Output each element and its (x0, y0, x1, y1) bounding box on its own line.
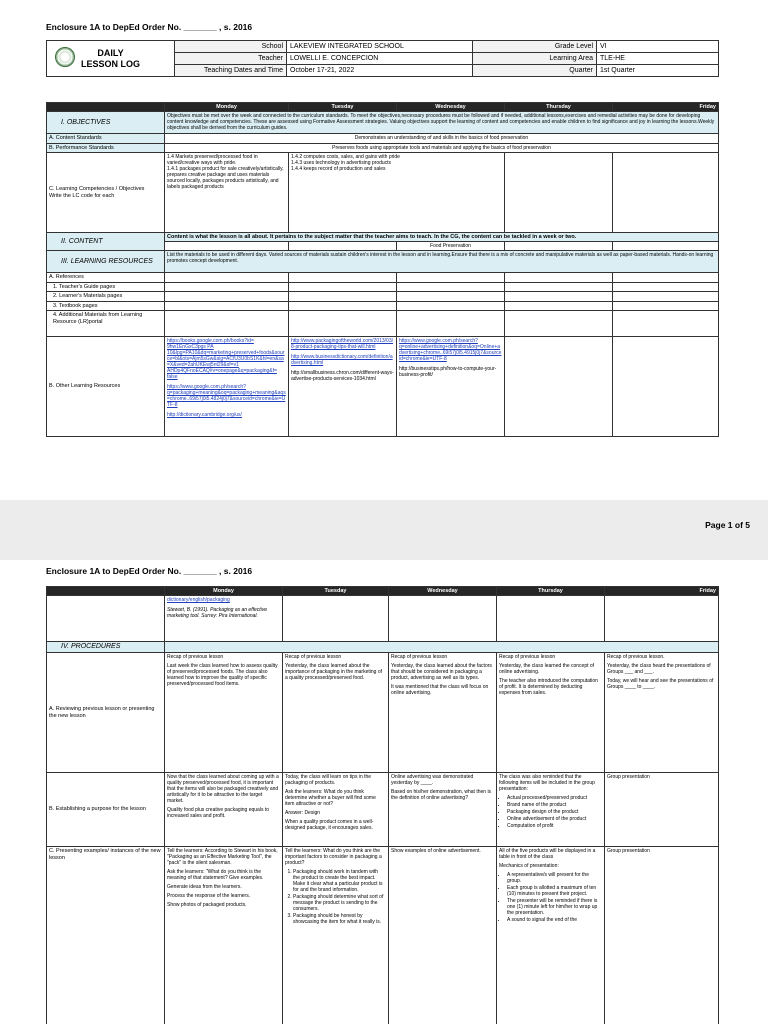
other-resources-label: B. Other Learning Resources (47, 337, 165, 437)
enclosure-title: Enclosure 1A to DepEd Order No. _______ , s. 2016 (46, 22, 253, 32)
teacher-label: Teacher (175, 53, 287, 65)
content-standards-label: A. Content Standards (47, 134, 165, 144)
examples-monday: Tell the learners: According to Stewart in his book, "Packaging as an Effective Marketing Tool", the "pack" is the silent salesman. Ask the learners: "What do you think is the meaning of that statement? Give examples. Generate ideas from the learners. Process the response of the learners. Show photos of packaged products. (165, 847, 283, 1024)
day-wednesday: Wednesday (389, 587, 497, 596)
examples-tuesday: Tell the learners: What do you think are the important factors to consider in packaging a product? 1. Packaging should work in tandem with the product to create the best impact. Make it clear what a particular product is for and the brand information. 2. Packaging should determine what sort of message the product is sending to the consumers. 3. Packaging should be honest by showcasing the item for what it really is. (283, 847, 389, 1024)
lesson-table-p2 (46, 586, 719, 1024)
competencies-col2: 1.4.2 computes costs, sales, and gains with pride 1.4.3 uses technology in advertising products 1.4.4 keeps record of production and sales (289, 153, 505, 233)
objectives-label: I. OBJECTIVES (47, 112, 165, 134)
resources-label: III. LEARNING RESOURCES (47, 251, 165, 273)
examples-thursday: All of the five products will be displayed in a table in front of the class Mechanics of presentation: • A representative/s will present for the group. • Each group is allotted a maximum of ten (10) minutes to present their project. • The presenter will be reminded if there is one (1) minute left for him/her to wrap up the presentation. • A sound to signal the end of the (497, 847, 605, 1024)
continued-resources (165, 596, 283, 642)
area-label: Learning Area (473, 53, 597, 65)
content-topic: Food Preservation (397, 242, 505, 251)
other-resources-tuesday (289, 337, 397, 437)
day-thursday: Thursday (505, 103, 613, 112)
content-label: II. CONTENT (47, 233, 165, 251)
deped-seal-icon (55, 47, 75, 67)
competencies-label: C. Learning Competencies / Objectives Write the LC code for each (47, 153, 165, 233)
grade-label: Grade Level (473, 41, 597, 53)
performance-standards-label: B. Performance Standards (47, 143, 165, 153)
other-resources-wednesday (397, 337, 505, 437)
page-number: Page 1 of 5 (705, 520, 750, 530)
purpose-wednesday: Online advertising was demonstrated yesterday by ____. Based on his/her demonstration, what then is the definition of online advertising? (389, 773, 497, 847)
resource-link[interactable]: https://books.google.com.ph/books?id= 9hw1EnGxC3pgs PA 10&lpg=PA10&dq=marketing+preserved+foods&source=bl&ots=Ajm5sGw&sig=ACfU3U0bS1K&hl=en&sa=X&ved=2ahUKEwj5nt29&sf=v1 AHDp4QFnoECAQ#v=onepage&q=packaging&f= false (167, 338, 285, 380)
purpose-thursday: The class was also reminded that the following items will be included in the group presentation: • Actual processed/preserved product • Brand name of the product • Packaging design of the product • Online advertisement of the product • Computation of profit (497, 773, 605, 847)
day-thursday: Thursday (497, 587, 605, 596)
competencies-col1: 1.4 Markets preserved/processed food in varied/creative ways with pride. 1.4.1 packages product for sale creatively/artistically, prepares creative package and uses materials sourced locally, packages products artistically, and labels packaged products (165, 153, 289, 233)
examples-wednesday: Show examples of online advertisement. (389, 847, 497, 1024)
purpose-monday: Now that the class learned about coming up with a quality preserved/processed food, it is important that the items will also be packaged creatively and artistically for it to be attractive to the target market. Quality food plus creative packaging equals to increased sales and profit. (165, 773, 283, 847)
textbook-pages-label: 3. Textbook pages (47, 301, 165, 311)
day-tuesday: Tuesday (289, 103, 397, 112)
purpose-label: B. Establishing a purpose for the lesson (47, 773, 165, 847)
teacher-value: LOWELLI E. CONCEPCION (287, 53, 473, 65)
day-tuesday: Tuesday (283, 587, 389, 596)
purpose-tuesday: Today, the class will learn on tips in the packaging of products. Ask the learners: What do you think determine whether a buyer will find some item attractive or not? Answer: Design When a quality product comes in a well-designed package, it encourages sales. (283, 773, 389, 847)
tg-pages-label: 1. Teacher's Guide pages (47, 282, 165, 292)
day-wednesday: Wednesday (397, 103, 505, 112)
dates-value: October 17-21, 2022 (287, 65, 473, 77)
resource-text: http://businesstips.ph/how-to-compute-your-business-profit/ (399, 366, 497, 378)
quarter-value: 1st Quarter (597, 65, 719, 77)
day-header-row (47, 103, 719, 112)
examples-label: C. Presenting examples/ instances of the new lesson (47, 847, 165, 1024)
competencies-sub: Write the LC code for each (49, 192, 115, 199)
lm-pages-label: 2. Learner's Materials pages (47, 292, 165, 302)
resources-text: List the materials to be used in different days. Varied sources of materials sustain children's interest in the lesson and in learning.Ensure that there is a mix of concrete and manipulative materials as well as paper-based materials. Hands-on learning promotes concept development. (165, 251, 719, 273)
content-standards-text: Demonstrates an understanding of and skills in the basics of food preservation (165, 134, 719, 144)
resource-link[interactable]: http://dictionary.cambridge.org/us/ (167, 412, 242, 418)
reviewing-label: A. Reviewing previous lesson or presenting the new lesson (47, 653, 165, 773)
dates-label: Teaching Dates and Time (175, 65, 287, 77)
day-header-row-p2 (47, 587, 719, 596)
procedures-label: IV. PROCEDURES (47, 642, 165, 653)
reviewing-monday: Recap of previous lesson Last week the class learned how to assess quality of preserved/processed foods. The class also learned how to improve the quality of specific preserved/processed food items. (165, 653, 283, 773)
performance-standards-text: Preserves foods using appropriate tools and materials and applying the basics of food preservation (165, 143, 719, 153)
resource-link[interactable]: https://www.google.com.ph/search?q=online+advertising+definition&oq=Online+advertising+chrome..69i57j0l5.4915j0j7&sourceid=chrome&ie=UTF-8 (399, 338, 502, 362)
references-label: A. References (47, 273, 165, 283)
quarter-label: Quarter (473, 65, 597, 77)
day-monday: Monday (165, 587, 283, 596)
reviewing-friday: Recap of previous lesson. Yesterday, the class heard the presentations of Groups ___ and ___. Today, we will hear and see the presentations of Groups ____ to ____. (605, 653, 719, 773)
content-text: Content is what the lesson is all about. It pertains to the subject matter that the teacher aims to teach. In the CG, the content can be tackled in a week or two. (165, 233, 719, 242)
reviewing-tuesday: Recap of previous lesson Yesterday, the class learned about the importance of packaging in the marketing of a quality processed/preserved food. (283, 653, 389, 773)
resource-link[interactable]: http://www.packagingoftheworld.com/2013/03/8-product-packaging-tips-that-will.html (291, 338, 394, 350)
resource-text: http://smallbusiness.chron.com/different-ways-advertise-products-services-1034.html (291, 370, 394, 382)
school-label: School (175, 41, 287, 53)
resource-link[interactable]: https://www.google.com.ph/search?q=packaging+meaning&oq=packaging+meaning&aqs=chrome..69i57j0l5.4824j0j7&sourceid=chrome&ie=UTF-8 (167, 384, 286, 408)
page-gap (0, 500, 768, 560)
day-friday: Friday (605, 587, 719, 596)
examples-friday: Group presentation (605, 847, 719, 1024)
dll-title: DAILY LESSON LOG (47, 41, 175, 77)
page-1 (0, 0, 768, 500)
resource-link[interactable]: dictionary/english/packaging (167, 597, 230, 603)
area-value: TLE-HE (597, 53, 719, 65)
other-resources-monday (165, 337, 289, 437)
reviewing-wednesday: Recap of previous lesson Yesterday, the class learned about the factors that should be considered in packaging a product, advertising as well as its types. It was mentioned that the class will focus on online advertising. (389, 653, 497, 773)
lesson-table-p1 (46, 102, 719, 437)
grade-value: VI (597, 41, 719, 53)
page-2 (0, 560, 768, 1024)
header-table (46, 40, 719, 77)
day-monday: Monday (165, 103, 289, 112)
reference-citation: Stewart, B. (1991). Packaging as an effective marketing tool. Surrey: Pira International. (167, 607, 268, 619)
enclosure-title-p2: Enclosure 1A to DepEd Order No. _______ , s. 2016 (46, 566, 253, 576)
resource-link[interactable]: http://www.businessdictionary.com/definition/advertising.html (291, 354, 393, 366)
school-value: LAKEVIEW INTEGRATED SCHOOL (287, 41, 473, 53)
objectives-text: Objectives must be met over the week and connected to the curriculum standards. To meet the objectives,necessary procedures must be followed and if needed, additional lessons,exercises and remedial activities may be done for developing content knowledge and competencies. These are assessed using Formative Assessment strategies. Valuing objectives support the learning of content and competencies and enable children to find significance and joy in learning the lessons.Weekly objectives shall be derived from the curriculum guides. (165, 112, 719, 134)
purpose-friday: Group presentation (605, 773, 719, 847)
additional-materials-label: 4. Additional Materials from Learning Resource (LR)portal (47, 311, 165, 337)
reviewing-thursday: Recap of previous lesson Yesterday, the class learned the concept of online advertising. The teacher also introduced the computation of profit. It is determined by deducting expenses from sales. (497, 653, 605, 773)
day-friday: Friday (613, 103, 719, 112)
